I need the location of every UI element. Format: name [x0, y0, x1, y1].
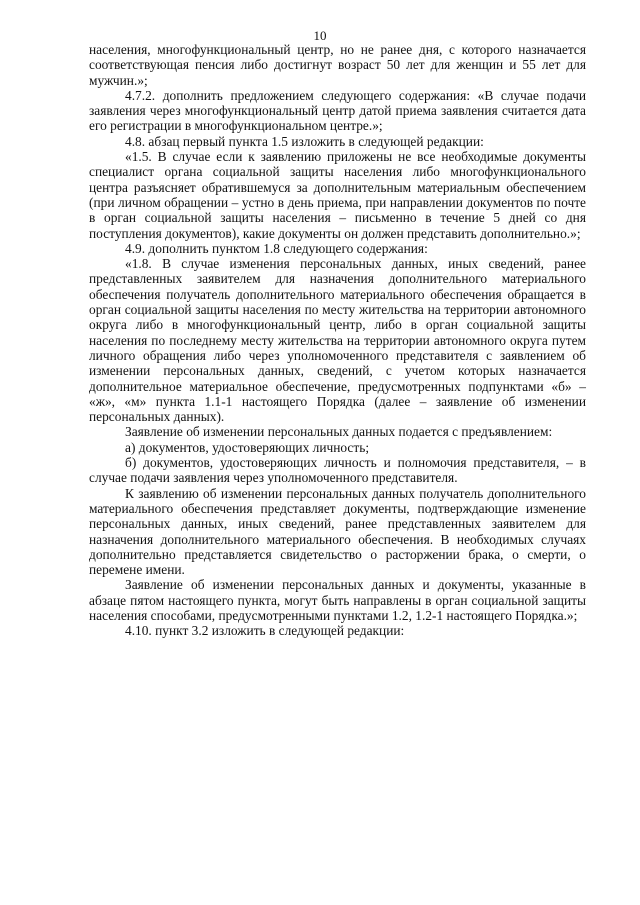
paragraph: Заявление об изменении персональных данных и документы, указанные в абзаце пятом настоящего пункта, могут быть направлены в орган социальной защиты населения способами, предусмотренными пунктами 1.2, 1.2-1 настоящего Порядка.»;	[89, 577, 586, 623]
paragraph: «1.8. В случае изменения персональных данных, иных сведений, ранее представленных заявителем для назначения дополнительного материального обеспечения получатель дополнительного материального обеспечения обращается в орган социальной защиты населения по месту жительства на территории автономного округа либо в многофункциональный центр, либо в орган социальной защиты населения по последнему месту жительства на территории автономного округа путем личного обращения либо через уполномоченного представителя с заявлением об изменении персональных данных, сведений, с учетом которых назначается дополнительное материальное обеспечение, предусмотренных подпунктами «б» – «ж», «м» пункта 1.1-1 настоящего Порядка (далее – заявление об изменении персональных данных).	[89, 256, 586, 425]
paragraph: Заявление об изменении персональных данных подается с предъявлением:	[125, 424, 553, 440]
page-number: 10	[313, 28, 327, 43]
paragraph: 4.8. абзац первый пункта 1.5 изложить в следующей редакции:	[125, 133, 484, 149]
paragraph: 4.10. пункт 3.2 изложить в следующей редакции:	[125, 623, 405, 639]
paragraph: населения, многофункциональный центр, но не ранее дня, с которого назначается соответствующая пенсия либо достигнут возраст 50 лет для женщин и 55 лет для мужчин.»;	[89, 42, 586, 88]
paragraph: 4.7.2. дополнить предложением следующего содержания: «В случае подачи заявления через многофункциональный центр датой приема заявления считается дата его регистрации в многофункциональном центре.»;	[89, 87, 586, 134]
paragraph: а) документов, удостоверяющих личность;	[125, 439, 370, 455]
paragraph: б) документов, удостоверяющих личность и полномочия представителя, – в случае подачи заявления через уполномоченного представителя.	[89, 455, 586, 486]
paragraph: «1.5. В случае если к заявлению приложены не все необходимые документы специалист органа социальной защиты населения либо многофункционального центра разъясняет обратившемуся за дополнительным материальным обеспечением (при личном обращении – устно в день приема, при направлении документов по почте в орган социальной защиты населения – письменно в течение 5 дней со дня поступления документов), какие документы он должен представить дополнительно.»;	[89, 149, 586, 241]
paragraph: К заявлению об изменении персональных данных получатель дополнительного материального обеспечения представляет документы, подтверждающие изменение персональных данных, иных сведений, ранее представленных заявителем для назначения дополнительного материального обеспечения. В необходимых случаях дополнительно представляется свидетельство о расторжении брака, о смерти, о перемене имени.	[89, 485, 586, 578]
paragraph: 4.9. дополнить пунктом 1.8 следующего содержания:	[125, 240, 428, 256]
document-body	[89, 42, 586, 639]
